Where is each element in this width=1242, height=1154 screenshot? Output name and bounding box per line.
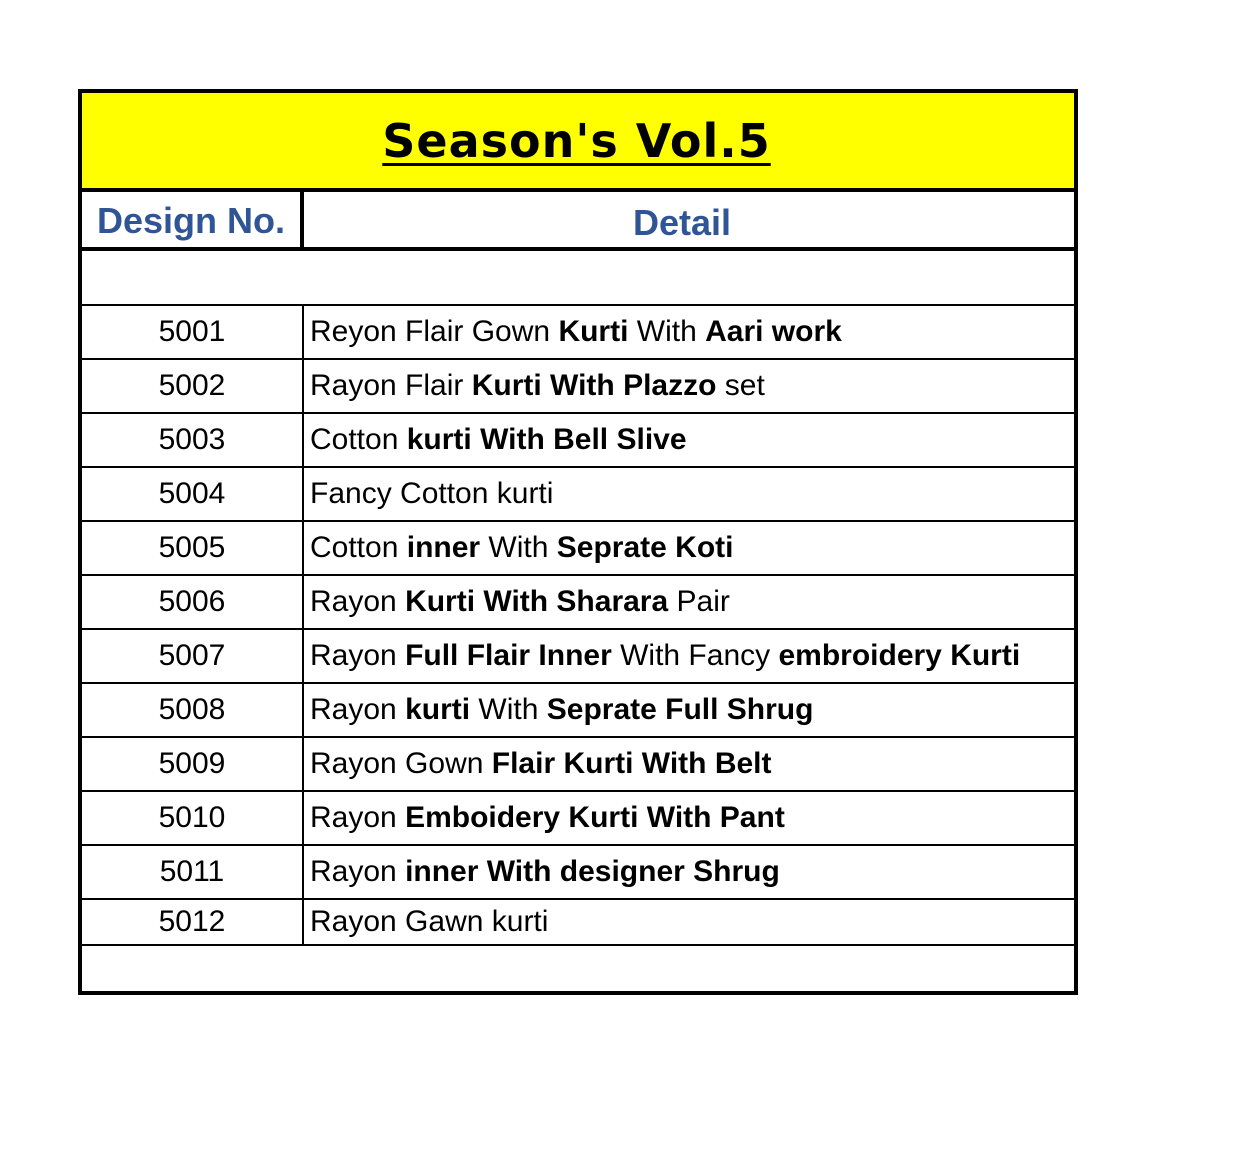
table-header bbox=[82, 192, 1074, 251]
detail-bold-text: embroidery Kurti bbox=[778, 639, 1021, 672]
design-number: 5002 bbox=[82, 360, 304, 412]
detail-text: With bbox=[480, 531, 557, 564]
detail-text: Rayon Gawn kurti bbox=[310, 905, 549, 938]
detail-text: Rayon bbox=[310, 801, 406, 834]
detail-text: Reyon Flair Gown bbox=[310, 315, 559, 348]
detail-bold-text: Emboidery Kurti With Pant bbox=[405, 801, 785, 834]
empty-row-bottom bbox=[82, 949, 1074, 991]
design-number: 5009 bbox=[82, 738, 304, 790]
detail-text: set bbox=[716, 369, 765, 402]
design-detail bbox=[304, 468, 1074, 520]
detail-bold-text: kurti With Bell Slive bbox=[406, 423, 687, 456]
table-row bbox=[82, 738, 1074, 792]
title-band bbox=[82, 93, 1074, 192]
design-detail bbox=[304, 414, 1074, 466]
catalog-table bbox=[78, 89, 1078, 995]
design-detail bbox=[304, 360, 1074, 412]
design-detail bbox=[304, 522, 1074, 574]
detail-bold-text: Kurti With Sharara bbox=[405, 585, 669, 618]
design-detail bbox=[304, 684, 1074, 736]
design-number: 5011 bbox=[82, 846, 304, 898]
design-number: 5004 bbox=[82, 468, 304, 520]
detail-text: Rayon bbox=[310, 585, 406, 618]
detail-bold-text: kurti bbox=[405, 693, 471, 726]
table-row bbox=[82, 630, 1074, 684]
table-row bbox=[82, 306, 1074, 360]
detail-bold-text: Seprate Koti bbox=[556, 531, 734, 564]
header-detail: Detail bbox=[632, 201, 732, 243]
detail-bold-text: Full Flair Inner bbox=[405, 639, 612, 672]
empty-row-top bbox=[82, 251, 1074, 306]
detail-text: Rayon bbox=[310, 693, 406, 726]
design-number: 5008 bbox=[82, 684, 304, 736]
design-number: 5001 bbox=[82, 306, 304, 358]
detail-text: Rayon Gown bbox=[310, 747, 492, 780]
detail-bold-text: inner bbox=[406, 531, 481, 564]
design-detail bbox=[304, 738, 1074, 790]
table-row bbox=[82, 468, 1074, 522]
design-number: 5005 bbox=[82, 522, 304, 574]
design-detail bbox=[304, 792, 1074, 844]
detail-text: Pair bbox=[668, 585, 730, 618]
detail-text: With bbox=[470, 693, 547, 726]
detail-text: Rayon bbox=[310, 855, 406, 888]
table-row bbox=[82, 792, 1074, 846]
design-number: 5003 bbox=[82, 414, 304, 466]
design-detail bbox=[304, 846, 1074, 898]
detail-text: Rayon bbox=[310, 639, 406, 672]
detail-text: Cotton bbox=[310, 531, 407, 564]
detail-bold-text: Kurti With Plazzo bbox=[471, 369, 717, 402]
header-design-no: Design No. bbox=[82, 192, 304, 247]
detail-bold-text: Kurti bbox=[558, 315, 629, 348]
detail-bold-text: Seprate Full Shrug bbox=[546, 693, 814, 726]
design-detail bbox=[304, 900, 1074, 944]
table-row bbox=[82, 522, 1074, 576]
detail-bold-text: inner With designer Shrug bbox=[405, 855, 780, 888]
table-row bbox=[82, 900, 1074, 946]
catalog-title: Season's Vol.5 bbox=[382, 113, 771, 168]
table-row bbox=[82, 414, 1074, 468]
detail-text: Cotton bbox=[310, 423, 407, 456]
design-detail bbox=[304, 576, 1074, 628]
table-row bbox=[82, 360, 1074, 414]
detail-text: With bbox=[628, 315, 706, 348]
detail-text: With Fancy bbox=[611, 639, 779, 672]
design-number: 5006 bbox=[82, 576, 304, 628]
detail-bold-text: Flair Kurti With Belt bbox=[491, 747, 772, 780]
design-detail bbox=[304, 630, 1074, 682]
detail-text: Rayon Flair bbox=[310, 369, 472, 402]
design-number: 5010 bbox=[82, 792, 304, 844]
table-row bbox=[82, 846, 1074, 900]
design-number: 5007 bbox=[82, 630, 304, 682]
table-row bbox=[82, 684, 1074, 738]
detail-bold-text: Aari work bbox=[705, 315, 842, 348]
design-number: 5012 bbox=[82, 900, 304, 944]
design-detail bbox=[304, 306, 1074, 358]
detail-text: Fancy Cotton kurti bbox=[310, 477, 554, 510]
table-body bbox=[82, 306, 1074, 946]
table-row bbox=[82, 576, 1074, 630]
